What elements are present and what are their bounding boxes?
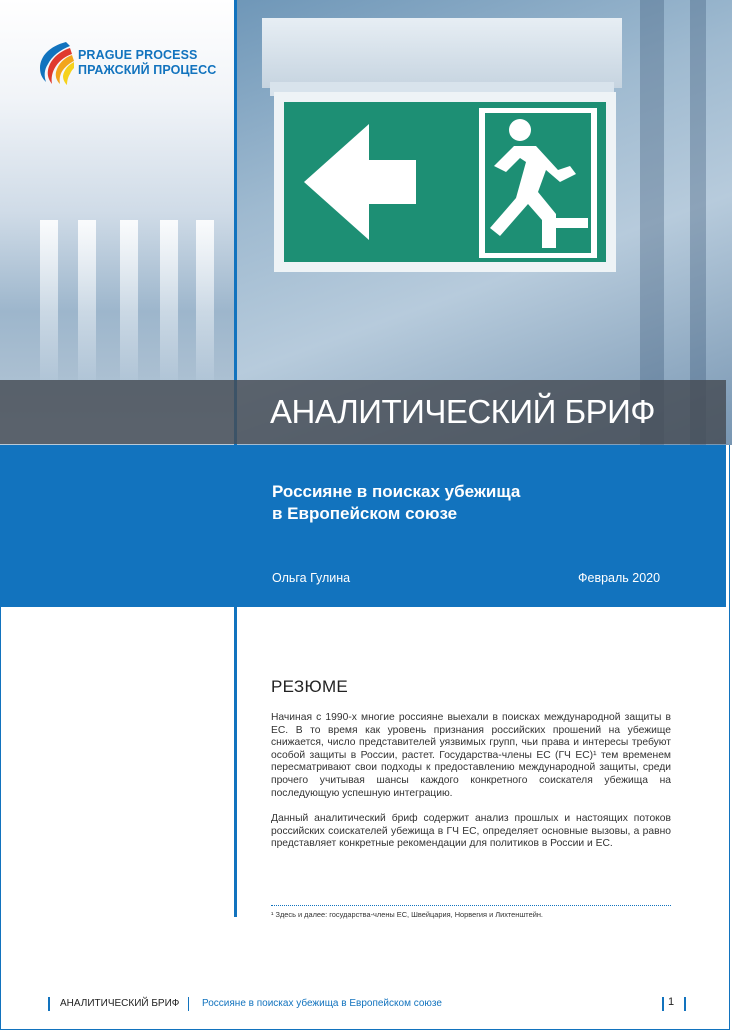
- author-name: Ольга Гулина: [272, 571, 351, 585]
- document-title-line: Россияне в поисках убежища: [272, 482, 521, 501]
- logo-text: [78, 48, 216, 78]
- publication-date: Февраль 2020: [578, 571, 661, 585]
- footnote-divider: [271, 905, 671, 906]
- footer-bar: [48, 997, 50, 1011]
- running-man-icon: [464, 108, 604, 258]
- summary-paragraph: Данный аналитический бриф содержит анализ прошлых и настоящих потоков российских соискателей убежища в ГЧ ЕС, определяет основные вызовы, а равно представляет конкретные рекомендации для политиков в России и ЕС.: [271, 813, 671, 850]
- window-blind: [196, 220, 214, 380]
- summary-section: [271, 676, 671, 864]
- exit-sign: [274, 92, 616, 272]
- window-blind: [78, 220, 96, 380]
- exit-sign-panel: [284, 102, 606, 262]
- page-footer: [48, 995, 698, 1017]
- prague-process-logo-icon: [36, 40, 74, 86]
- logo-text-russian: ПРАЖСКИЙ ПРОЦЕСС: [78, 63, 217, 77]
- footer-divider: [188, 997, 189, 1011]
- vertical-accent-line: [234, 0, 237, 445]
- footnote: ¹ Здесь и далее: государства-члены ЕС, Швейцария, Норвегия и Лихтенштейн.: [271, 910, 543, 919]
- footer-title: Россияне в поисках убежища в Европейском союзе: [202, 998, 442, 1009]
- ceiling-fixture: [262, 18, 622, 88]
- document-title-line: в Европейском союзе: [272, 504, 458, 523]
- background-column: [690, 0, 706, 445]
- vertical-accent-line: [234, 607, 237, 917]
- window-blind: [120, 220, 138, 380]
- section-heading: РЕЗЮМЕ: [271, 677, 349, 696]
- footer-label: АНАЛИТИЧЕСКИЙ БРИФ: [60, 998, 180, 1009]
- footer-bar: [662, 997, 664, 1011]
- document-type-title: АНАЛИТИЧЕСКИЙ БРИФ: [270, 393, 655, 430]
- title-band: [0, 445, 726, 607]
- title-bar: [0, 380, 726, 444]
- logo-text-english: PRAGUE PROCESS: [78, 48, 198, 62]
- background-column: [640, 0, 664, 445]
- document-title: [272, 481, 520, 525]
- summary-paragraph: Начиная с 1990-х многие россияне выехали в поисках международной защиты в ЕС. В то время как уровень признания российских прошений на убежище снижается, число представителей уязвимых групп, чьи права и интересы требуют особой защиты в России, растет. Государства-члены ЕС (ГЧ ЕС)¹ тем временем пересматривают свои подходы к предоставлению международной защиты, среди прочего учитывая шансы каждого конкретного соискателя убежища на последующую успешную интеграцию.: [271, 712, 671, 799]
- window-blind: [160, 220, 178, 380]
- window-blind: [40, 220, 58, 380]
- page-number: 1: [668, 996, 675, 1008]
- footer-bar: [684, 997, 686, 1011]
